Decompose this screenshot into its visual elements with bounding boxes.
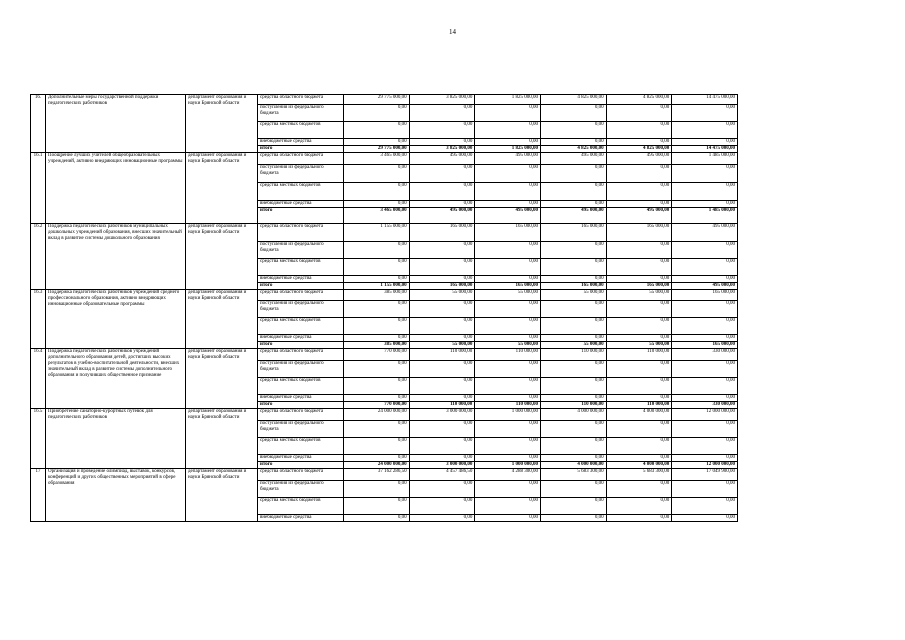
amount-cell: 0,00 xyxy=(409,421,475,438)
funding-source: средства местных бюджетов xyxy=(258,122,344,139)
amount-cell: 0,00 xyxy=(672,201,738,208)
amount-cell: 0,00 xyxy=(672,378,738,395)
table-row xyxy=(31,224,738,242)
table-row xyxy=(31,290,738,301)
amount-cell: 110 000,00 xyxy=(540,402,606,409)
page-number: 14 xyxy=(449,28,456,36)
row-number: 16.1 xyxy=(31,153,46,224)
amount-cell: 0,00 xyxy=(606,378,672,395)
amount-cell: 0,00 xyxy=(344,105,410,122)
amount-cell: 110 000,00 xyxy=(475,349,541,361)
amount-cell: 4 000 000,00 xyxy=(540,462,606,469)
amount-cell: 0,00 xyxy=(475,455,541,462)
amount-cell: 3 825 000,00 xyxy=(409,95,475,105)
amount-cell: 0,00 xyxy=(606,139,672,146)
amount-cell: 0,00 xyxy=(475,395,541,402)
amount-cell: 0,00 xyxy=(540,421,606,438)
amount-cell: 55 000,00 xyxy=(475,342,541,349)
amount-cell: 0,00 xyxy=(606,183,672,201)
amount-cell: 4 000 000,00 xyxy=(540,409,606,421)
amount-cell: 0,00 xyxy=(475,335,541,342)
table-row xyxy=(31,95,738,105)
amount-cell: 385 000,00 xyxy=(344,342,410,349)
executor: департамент образования и науки Брянской области xyxy=(186,469,258,522)
funding-source: средства местных бюджетов xyxy=(258,438,344,455)
amount-cell: 0,00 xyxy=(344,276,410,283)
amount-cell: 165 000,00 xyxy=(409,283,475,290)
measure-name: Приобретение санаторно-курортных путевок для педагогических работников xyxy=(46,409,186,469)
amount-cell: 55 000,00 xyxy=(475,290,541,301)
executor: департамент образования и науки Брянской области xyxy=(186,349,258,409)
executor: департамент образования и науки Брянской области xyxy=(186,224,258,290)
executor: департамент образования и науки Брянской области xyxy=(186,290,258,349)
amount-cell: 0,00 xyxy=(606,276,672,283)
amount-cell: 1 485 000,00 xyxy=(672,153,738,165)
table-row xyxy=(31,469,738,481)
amount-cell: 0,00 xyxy=(409,105,475,122)
amount-cell: 0,00 xyxy=(409,242,475,259)
funding-source: поступления из федерального бюджета xyxy=(258,242,344,259)
amount-cell: 4 825 000,00 xyxy=(606,95,672,105)
amount-cell: 0,00 xyxy=(344,378,410,395)
amount-cell: 0,00 xyxy=(540,165,606,183)
amount-cell: 0,00 xyxy=(409,301,475,318)
amount-cell: 0,00 xyxy=(606,438,672,455)
amount-cell: 0,00 xyxy=(540,201,606,208)
amount-cell: 4 825 000,00 xyxy=(540,95,606,105)
amount-cell: 0,00 xyxy=(409,515,475,522)
amount-cell: 0,00 xyxy=(475,183,541,201)
amount-cell: 110 000,00 xyxy=(606,349,672,361)
funding-source: итого xyxy=(258,208,344,224)
amount-cell: 0,00 xyxy=(409,259,475,276)
amount-cell: 165 000,00 xyxy=(409,224,475,242)
amount-cell: 0,00 xyxy=(540,259,606,276)
amount-cell: 165 000,00 xyxy=(606,283,672,290)
amount-cell: 0,00 xyxy=(475,201,541,208)
amount-cell: 0,00 xyxy=(672,395,738,402)
funding-source: средства местных бюджетов xyxy=(258,378,344,395)
amount-cell: 110 000,00 xyxy=(540,349,606,361)
amount-cell: 0,00 xyxy=(540,481,606,498)
amount-cell: 0,00 xyxy=(606,242,672,259)
amount-cell: 29 775 000,00 xyxy=(344,95,410,105)
funding-source: внебюджетные средства xyxy=(258,455,344,462)
amount-cell: 55 000,00 xyxy=(540,342,606,349)
amount-cell: 0,00 xyxy=(672,498,738,515)
amount-cell: 0,00 xyxy=(672,259,738,276)
amount-cell: 0,00 xyxy=(606,498,672,515)
funding-source: средства областного бюджета xyxy=(258,290,344,301)
amount-cell: 770 000,00 xyxy=(344,349,410,361)
table-row xyxy=(31,153,738,165)
amount-cell: 0,00 xyxy=(409,335,475,342)
amount-cell: 0,00 xyxy=(672,122,738,139)
amount-cell: 0,00 xyxy=(344,455,410,462)
amount-cell: 0,00 xyxy=(540,378,606,395)
amount-cell: 55 000,00 xyxy=(409,342,475,349)
measure-name: Дополнительные меры государственной поддержки педагогических работников xyxy=(46,95,186,153)
amount-cell: 0,00 xyxy=(606,395,672,402)
funding-source: итого xyxy=(258,462,344,469)
amount-cell: 0,00 xyxy=(475,242,541,259)
amount-cell: 0,00 xyxy=(344,438,410,455)
amount-cell: 24 000 000,00 xyxy=(344,409,410,421)
amount-cell: 110 000,00 xyxy=(409,402,475,409)
amount-cell: 0,00 xyxy=(409,498,475,515)
amount-cell: 4 825 000,00 xyxy=(606,146,672,153)
amount-cell: 4 000 000,00 xyxy=(606,409,672,421)
amount-cell: 55 000,00 xyxy=(409,290,475,301)
amount-cell: 0,00 xyxy=(344,481,410,498)
amount-cell: 110 000,00 xyxy=(409,349,475,361)
amount-cell: 0,00 xyxy=(606,122,672,139)
amount-cell: 1 000 000,00 xyxy=(475,409,541,421)
amount-cell: 55 000,00 xyxy=(606,290,672,301)
amount-cell: 3 465 000,00 xyxy=(344,208,410,224)
amount-cell: 0,00 xyxy=(344,242,410,259)
amount-cell: 0,00 xyxy=(672,318,738,335)
measure-name: Поддержка педагогических работников учреждений среднего профессионального образования, активно внедряющих инновационные образовательные программы xyxy=(46,290,186,349)
measure-name: Организация и проведение олимпиад, выставок, конкурсов, конференций и других общественных мероприятий в сфере образования xyxy=(46,469,186,522)
funding-source: средства областного бюджета xyxy=(258,95,344,105)
amount-cell: 0,00 xyxy=(672,165,738,183)
measure-name: Поддержка педагогических работников муниципальных дошкольных учреждений образования, внесших значительный вклад в развитие системы дошкольного образования xyxy=(46,224,186,290)
amount-cell: 0,00 xyxy=(475,105,541,122)
amount-cell: 0,00 xyxy=(540,455,606,462)
amount-cell: 0,00 xyxy=(606,165,672,183)
amount-cell: 0,00 xyxy=(344,421,410,438)
amount-cell: 0,00 xyxy=(344,395,410,402)
funding-source: внебюджетные средства xyxy=(258,515,344,522)
amount-cell: 495 000,00 xyxy=(540,153,606,165)
funding-source: средства областного бюджета xyxy=(258,469,344,481)
amount-cell: 165 000,00 xyxy=(540,283,606,290)
amount-cell: 0,00 xyxy=(672,105,738,122)
amount-cell: 385 000,00 xyxy=(344,290,410,301)
amount-cell: 495 000,00 xyxy=(409,153,475,165)
amount-cell: 165 000,00 xyxy=(475,224,541,242)
funding-source: итого xyxy=(258,342,344,349)
amount-cell: 495 000,00 xyxy=(606,153,672,165)
amount-cell: 4 825 000,00 xyxy=(540,146,606,153)
amount-cell: 0,00 xyxy=(540,105,606,122)
amount-cell: 0,00 xyxy=(475,378,541,395)
funding-source: средства местных бюджетов xyxy=(258,259,344,276)
amount-cell: 495 000,00 xyxy=(672,283,738,290)
amount-cell: 0,00 xyxy=(344,335,410,342)
amount-cell: 55 000,00 xyxy=(540,290,606,301)
amount-cell: 4 000 000,00 xyxy=(606,462,672,469)
amount-cell: 495 000,00 xyxy=(409,208,475,224)
amount-cell: 495 000,00 xyxy=(672,224,738,242)
amount-cell: 0,00 xyxy=(475,122,541,139)
amount-cell: 0,00 xyxy=(540,438,606,455)
funding-source: поступления из федерального бюджета xyxy=(258,421,344,438)
funding-source: поступления из федерального бюджета xyxy=(258,105,344,122)
amount-cell: 0,00 xyxy=(540,242,606,259)
amount-cell: 0,00 xyxy=(672,455,738,462)
amount-cell: 1 825 000,00 xyxy=(475,95,541,105)
amount-cell: 0,00 xyxy=(475,421,541,438)
row-number: 16.5 xyxy=(31,409,46,469)
amount-cell: 1 000 000,00 xyxy=(475,462,541,469)
amount-cell: 14 475 000,00 xyxy=(672,146,738,153)
amount-cell: 0,00 xyxy=(606,515,672,522)
amount-cell: 0,00 xyxy=(344,122,410,139)
amount-cell: 0,00 xyxy=(475,139,541,146)
funding-source: итого xyxy=(258,283,344,290)
amount-cell: 0,00 xyxy=(606,361,672,378)
amount-cell: 0,00 xyxy=(409,395,475,402)
amount-cell: 0,00 xyxy=(540,361,606,378)
amount-cell: 495 000,00 xyxy=(540,208,606,224)
amount-cell: 0,00 xyxy=(475,498,541,515)
amount-cell: 0,00 xyxy=(409,481,475,498)
funding-source: внебюджетные средства xyxy=(258,139,344,146)
funding-source: внебюджетные средства xyxy=(258,395,344,402)
amount-cell: 0,00 xyxy=(344,139,410,146)
executor: департамент образования и науки Брянской области xyxy=(186,409,258,469)
funding-source: поступления из федерального бюджета xyxy=(258,301,344,318)
amount-cell: 0,00 xyxy=(672,276,738,283)
amount-cell: 4 288 300,00 xyxy=(475,469,541,481)
amount-cell: 0,00 xyxy=(409,438,475,455)
amount-cell: 495 000,00 xyxy=(475,153,541,165)
row-number: 17 xyxy=(31,469,46,522)
amount-cell: 0,00 xyxy=(672,361,738,378)
amount-cell: 0,00 xyxy=(672,242,738,259)
amount-cell: 0,00 xyxy=(344,259,410,276)
amount-cell: 0,00 xyxy=(606,201,672,208)
amount-cell: 165 000,00 xyxy=(606,224,672,242)
amount-cell: 0,00 xyxy=(409,122,475,139)
amount-cell: 37 162 286,50 xyxy=(344,469,410,481)
funding-source: средства местных бюджетов xyxy=(258,183,344,201)
amount-cell: 5 683 300,00 xyxy=(606,469,672,481)
amount-cell: 1 825 000,00 xyxy=(475,146,541,153)
amount-cell: 3 465 000,00 xyxy=(344,153,410,165)
amount-cell: 3 000 000,00 xyxy=(409,462,475,469)
table-row xyxy=(31,349,738,361)
row-number: 16.2 xyxy=(31,224,46,290)
amount-cell: 165 000,00 xyxy=(672,342,738,349)
amount-cell: 0,00 xyxy=(606,335,672,342)
amount-cell: 0,00 xyxy=(672,438,738,455)
funding-source: внебюджетные средства xyxy=(258,335,344,342)
amount-cell: 0,00 xyxy=(409,455,475,462)
amount-cell: 0,00 xyxy=(475,259,541,276)
amount-cell: 17 049 900,00 xyxy=(672,469,738,481)
amount-cell: 29 775 000,00 xyxy=(344,146,410,153)
amount-cell: 0,00 xyxy=(540,122,606,139)
funding-source: итого xyxy=(258,402,344,409)
amount-cell: 0,00 xyxy=(606,301,672,318)
amount-cell: 0,00 xyxy=(540,395,606,402)
amount-cell: 110 000,00 xyxy=(606,402,672,409)
amount-cell: 165 000,00 xyxy=(540,224,606,242)
amount-cell: 24 000 000,00 xyxy=(344,462,410,469)
amount-cell: 1 155 000,00 xyxy=(344,224,410,242)
amount-cell: 55 000,00 xyxy=(606,342,672,349)
funding-source: средства местных бюджетов xyxy=(258,318,344,335)
amount-cell: 770 000,00 xyxy=(344,402,410,409)
amount-cell: 0,00 xyxy=(672,515,738,522)
amount-cell: 0,00 xyxy=(672,421,738,438)
amount-cell: 0,00 xyxy=(409,139,475,146)
amount-cell: 3 000 000,00 xyxy=(409,409,475,421)
amount-cell: 0,00 xyxy=(606,318,672,335)
amount-cell: 165 000,00 xyxy=(475,283,541,290)
amount-cell: 0,00 xyxy=(409,165,475,183)
amount-cell: 14 475 000,00 xyxy=(672,95,738,105)
funding-source: средства областного бюджета xyxy=(258,153,344,165)
amount-cell: 0,00 xyxy=(672,481,738,498)
amount-cell: 110 000,00 xyxy=(475,402,541,409)
amount-cell: 0,00 xyxy=(475,481,541,498)
amount-cell: 0,00 xyxy=(409,201,475,208)
amount-cell: 12 000 000,00 xyxy=(672,409,738,421)
amount-cell: 0,00 xyxy=(409,276,475,283)
amount-cell: 0,00 xyxy=(344,301,410,318)
amount-cell: 165 000,00 xyxy=(672,290,738,301)
amount-cell: 0,00 xyxy=(672,139,738,146)
amount-cell: 0,00 xyxy=(475,438,541,455)
amount-cell: 0,00 xyxy=(672,335,738,342)
amount-cell: 0,00 xyxy=(409,378,475,395)
amount-cell: 12 000 000,00 xyxy=(672,462,738,469)
amount-cell: 0,00 xyxy=(344,183,410,201)
amount-cell: 0,00 xyxy=(344,318,410,335)
amount-cell: 0,00 xyxy=(540,139,606,146)
amount-cell: 0,00 xyxy=(606,105,672,122)
amount-cell: 0,00 xyxy=(475,276,541,283)
amount-cell: 3 825 000,00 xyxy=(409,146,475,153)
funding-source: средства областного бюджета xyxy=(258,349,344,361)
amount-cell: 0,00 xyxy=(606,481,672,498)
row-number: 16. xyxy=(31,95,46,153)
amount-cell: 0,00 xyxy=(475,165,541,183)
funding-source: поступления из федерального бюджета xyxy=(258,361,344,378)
executor: департамент образования и науки Брянской области xyxy=(186,95,258,153)
measure-name: Поддержка педагогических работников учреждений дополнительного образования детей, достигших высоких результатов в учебно-воспитательной деятельности, внесших значительный вклад в развитие системы дополнительного образования и получивших общественное признание xyxy=(46,349,186,409)
funding-source: внебюджетные средства xyxy=(258,201,344,208)
executor: департамент образования и науки Брянской области xyxy=(186,153,258,224)
amount-cell: 0,00 xyxy=(672,301,738,318)
amount-cell: 5 683 300,00 xyxy=(540,469,606,481)
amount-cell: 0,00 xyxy=(409,183,475,201)
amount-cell: 0,00 xyxy=(606,455,672,462)
amount-cell: 0,00 xyxy=(475,318,541,335)
amount-cell: 0,00 xyxy=(606,259,672,276)
funding-source: средства областного бюджета xyxy=(258,409,344,421)
amount-cell: 0,00 xyxy=(540,498,606,515)
amount-cell: 0,00 xyxy=(344,515,410,522)
row-number: 16.4 xyxy=(31,349,46,409)
amount-cell: 0,00 xyxy=(540,301,606,318)
amount-cell: 0,00 xyxy=(344,201,410,208)
funding-source: средства областного бюджета xyxy=(258,224,344,242)
amount-cell: 495 000,00 xyxy=(475,208,541,224)
amount-cell: 0,00 xyxy=(344,165,410,183)
funding-source: поступления из федерального бюджета xyxy=(258,481,344,498)
amount-cell: 0,00 xyxy=(540,276,606,283)
funding-source: поступления из федерального бюджета xyxy=(258,165,344,183)
amount-cell: 330 000,00 xyxy=(672,349,738,361)
amount-cell: 0,00 xyxy=(409,361,475,378)
amount-cell: 0,00 xyxy=(540,183,606,201)
amount-cell: 0,00 xyxy=(475,361,541,378)
amount-cell: 4 457 486,50 xyxy=(409,469,475,481)
amount-cell: 0,00 xyxy=(540,318,606,335)
amount-cell: 0,00 xyxy=(344,498,410,515)
amount-cell: 495 000,00 xyxy=(606,208,672,224)
measure-name: Поощрение лучших учителей общеобразовательных учреждений, активно внедряющих инновационные программы xyxy=(46,153,186,224)
amount-cell: 0,00 xyxy=(409,318,475,335)
amount-cell: 1 155 000,00 xyxy=(344,283,410,290)
budget-table xyxy=(30,94,738,522)
amount-cell: 330 000,00 xyxy=(672,402,738,409)
amount-cell: 0,00 xyxy=(475,301,541,318)
amount-cell: 0,00 xyxy=(475,515,541,522)
row-number: 16.3 xyxy=(31,290,46,349)
funding-source: итого xyxy=(258,146,344,153)
amount-cell: 0,00 xyxy=(540,335,606,342)
amount-cell: 0,00 xyxy=(344,361,410,378)
amount-cell: 0,00 xyxy=(606,421,672,438)
amount-cell: 0,00 xyxy=(672,183,738,201)
table-row xyxy=(31,409,738,421)
funding-source: средства местных бюджетов xyxy=(258,498,344,515)
amount-cell: 1 485 000,00 xyxy=(672,208,738,224)
funding-source: внебюджетные средства xyxy=(258,276,344,283)
amount-cell: 0,00 xyxy=(540,515,606,522)
